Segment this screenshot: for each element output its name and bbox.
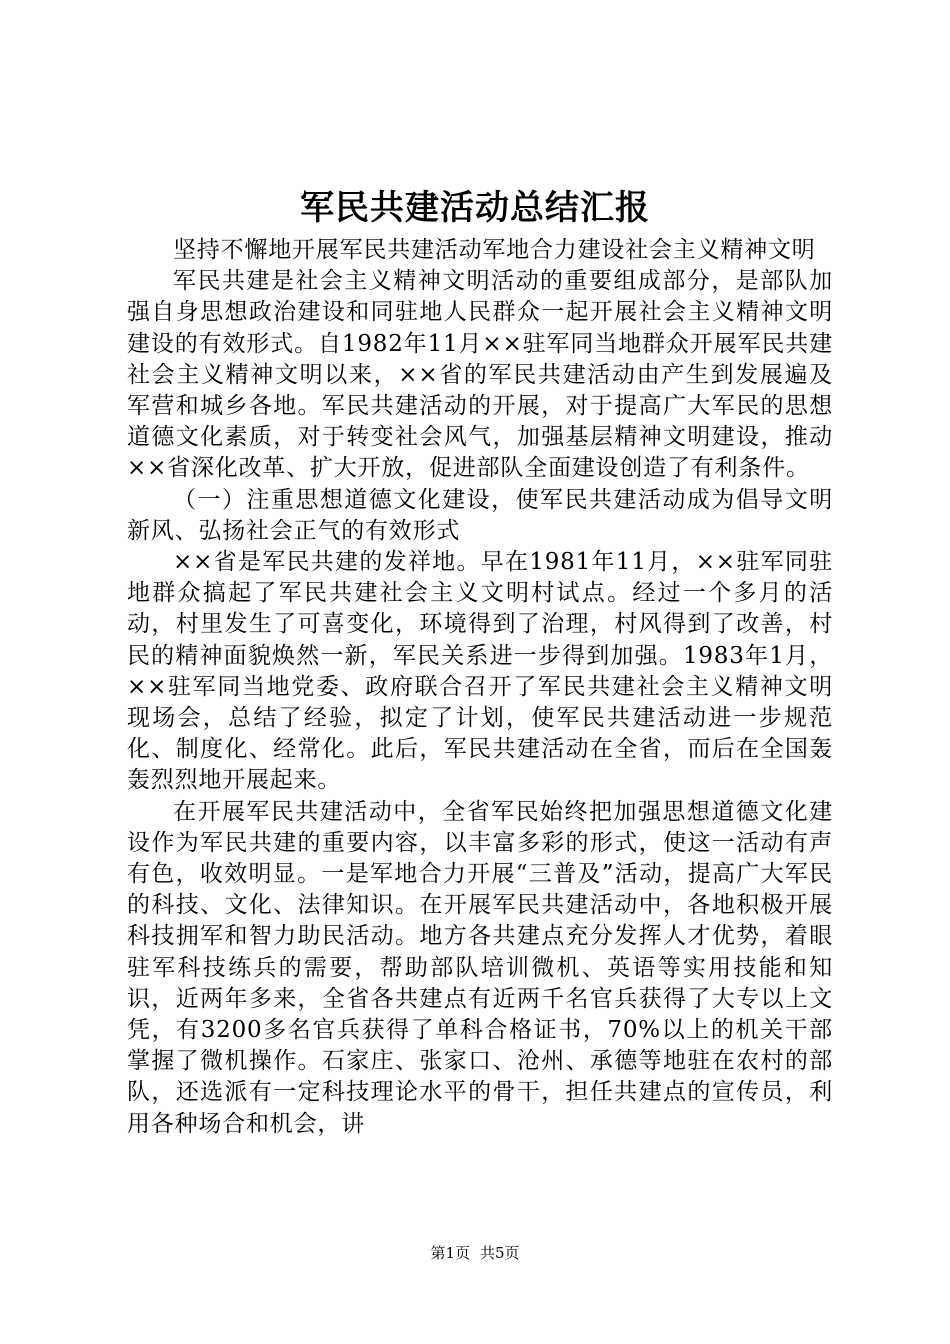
paragraph-intro: 军民共建是社会主义精神文明活动的重要组成部分，是部队加强自身思想政治建设和同驻地人民群众一起开展社会主义精神文明建设的有效形式。自1982年11月××驻军同当地群众开展军民共建社会主义精神文明以来，××省的军民共建活动由产生到发展遍及军营和城乡各地。军民共建活动的开展，对于提高广大军民的思想道德文化素质，对于转变社会风气，加强基层精神文明建设，推动××省深化改革、扩大开放，促进部队全面建设创造了有利条件。 [127,268,833,482]
paragraph-subtitle: 坚持不懈地开展军民共建活动军地合力建设社会主义精神文明 [173,237,816,263]
document-title: 军民共建活动总结汇报 [300,188,650,228]
page-total: 共5页 [480,1244,520,1262]
page-number: 第1页 [430,1244,470,1262]
paragraph-practice: 在开展军民共建活动中，全省军民始终把加强思想道德文化建设作为军民共建的重要内容，以丰富多彩的形式，使这一活动有声有色，收效明显。一是军地合力开展“三普及”活动，提高广大军民的科技、文化、法律知识。在开展军民共建活动中，各地积极开展科技拥军和智力助民活动。地方各共建点充分发挥人才优势，着眼驻军科技练兵的需要，帮助部队培训微机、英语等实用技能和知识，近两年多来，全省各共建点有近两千名官兵获得了大专以上文凭，有3200多名官兵获得了单科合格证书，70%以上的机关干部掌握了微机操作。石家庄、张家口、沧州、承德等地驻在农村的部队，还选派有一定科技理论水平的骨干，担任共建点的宣传员，利用各种场合和机会，讲 [127,798,833,1137]
document-body [127,235,833,1140]
section-heading-1: （一）注重思想道德文化建设，使军民共建活动成为倡导文明新风、弘扬社会正气的有效形式 [127,486,833,544]
page-footer [0,1242,950,1264]
paragraph-history: ××省是军民共建的发祥地。早在1981年11月，××驻军同驻地群众搞起了军民共建社会主义文明村试点。经过一个多月的活动，村里发生了可喜变化，环境得到了治理，村风得到了改善，村民的精神面貌焕然一新，军民关系进一步得到加强。1983年1月，××驻军同当地党委、政府联合召开了军民共建社会主义精神文明现场会，总结了经验，拟定了计划，使军民共建活动进一步规范化、制度化、经常化。此后，军民共建活动在全省，而后在全国轰轰烈烈地开展起来。 [127,549,833,794]
